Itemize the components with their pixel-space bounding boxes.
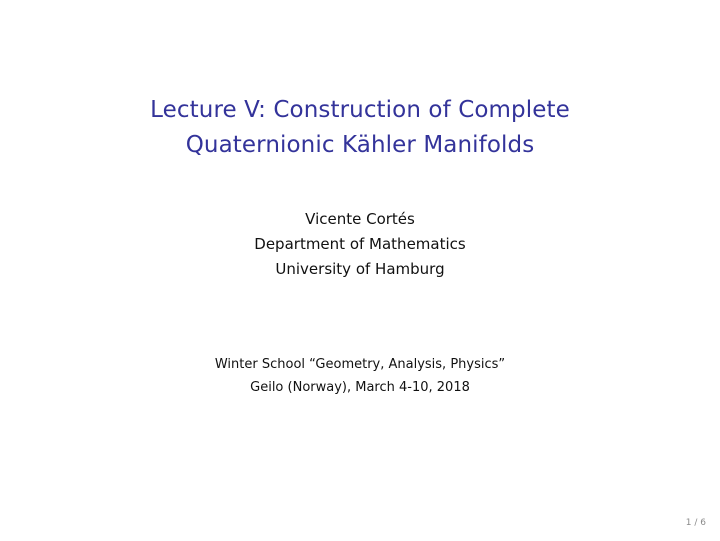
page-number: 1 / 6 (685, 518, 706, 528)
author-name: Vicente Cortés (305, 210, 415, 228)
title-line-1: Lecture V: Construction of Complete (150, 97, 570, 123)
slide-title (0, 93, 720, 163)
event-name: Winter School “Geometry, Analysis, Physics” (214, 357, 506, 372)
event-info (0, 353, 720, 399)
event-location-date: Geilo (Norway), March 4-10, 2018 (250, 380, 470, 395)
author-department: Department of Mathematics (254, 235, 466, 253)
title-line-2: Quaternionic Kähler Manifolds (185, 132, 535, 158)
author-info (0, 207, 720, 282)
author-university: University of Hamburg (275, 260, 445, 278)
